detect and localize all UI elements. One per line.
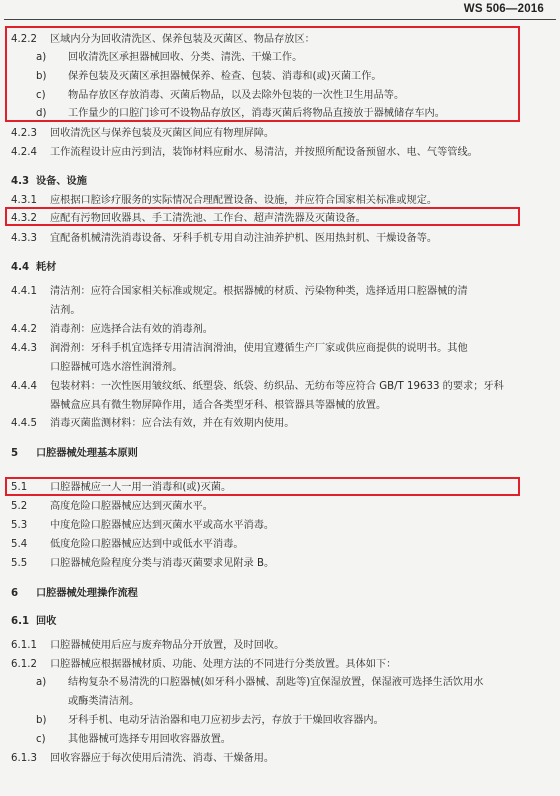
doc-line — [0, 414, 560, 433]
clause-text: 包装材料：一次性医用皱纹纸、纸塑袋、纸袋、纺织品、无纺布等应符合 GB/T 19633 的要求；牙科 — [50, 381, 504, 392]
clause-text: 应根据口腔诊疗服务的实际情况合理配置设备、设施，并应符合国家相关标准或规定。 — [50, 195, 438, 206]
doc-line — [0, 209, 560, 228]
clause-text: 口腔器械危险程度分类与消毒灭菌要求见附录 B。 — [50, 558, 275, 569]
clause-text: 口腔器械应根据器械材质、功能、处理方法的不同进行分类放置。具体如下： — [50, 659, 397, 670]
clause-number: 5.1 — [11, 482, 28, 493]
clause-number: 6.1 — [11, 616, 30, 627]
doc-line — [0, 730, 560, 749]
clause-text: 或酶类清洁剂。 — [68, 696, 140, 707]
doc-line — [0, 301, 560, 320]
doc-line — [0, 229, 560, 248]
doc-line — [0, 30, 560, 49]
doc-line — [0, 711, 560, 730]
clause-text: 清洁剂：应符合国家相关标准或规定。根据器械的材质、污染物种类，选择适用口腔器械的清 — [50, 286, 468, 297]
doc-line — [0, 339, 560, 358]
clause-number: 5.2 — [11, 501, 28, 512]
clause-text: 物品存放区存放消毒、灭菌后物品，以及去除外包装的一次性卫生用品等。 — [68, 90, 405, 101]
doc-line — [0, 535, 560, 554]
clause-number: 4.4 — [11, 262, 30, 273]
clause-number: 6.1.3 — [11, 753, 37, 764]
doc-line — [0, 692, 560, 711]
clause-number: 6.1.1 — [11, 640, 37, 651]
clause-number: b) — [36, 715, 47, 726]
clause-number: 5.3 — [11, 520, 28, 531]
doc-line — [0, 143, 560, 162]
doc-line — [0, 612, 560, 631]
doc-line — [0, 444, 560, 463]
clause-text: 中度危险口腔器械应达到灭菌水平或高水平消毒。 — [50, 520, 275, 531]
clause-number: 4.4.4 — [11, 381, 37, 392]
clause-text: 回收容器应于每次使用后清洗、消毒、干燥备用。 — [50, 753, 275, 764]
clause-text: 回收清洗区承担器械回收、分类、清洗、干燥工作。 — [68, 52, 303, 63]
doc-line — [0, 67, 560, 86]
clause-text: 消毒灭菌监测材料：应合法有效，并在有效期内使用。 — [50, 418, 295, 429]
clause-text: 器械盒应具有微生物屏障作用，适合各类型牙科、根管器具等器械的放置。 — [50, 400, 387, 411]
clause-number: 4.4.3 — [11, 343, 37, 354]
doc-line — [0, 377, 560, 396]
clause-text: 低度危险口腔器械应达到中或低水平消毒。 — [50, 539, 244, 550]
clause-number: 6.1.2 — [11, 659, 37, 670]
doc-line — [0, 48, 560, 67]
clause-text: 其他器械可选择专用回收容器放置。 — [68, 734, 231, 745]
doc-line — [0, 673, 560, 692]
doc-line — [0, 749, 560, 768]
clause-number: 5.5 — [11, 558, 28, 569]
clause-text: 润滑剂：牙科手机宜选择专用清洁润滑油，使用宜遵循生产厂家或供应商提供的说明书。其他 — [50, 343, 468, 354]
clause-number: 4.3.2 — [11, 213, 37, 224]
doc-line — [0, 104, 560, 123]
clause-text: 口腔器械应一人一用一消毒和(或)灭菌。 — [50, 482, 232, 493]
doc-line — [0, 124, 560, 143]
doc-line — [0, 172, 560, 191]
doc-line — [0, 86, 560, 105]
standard-number: WS 506—2016 — [463, 3, 544, 15]
clause-text: 应配有污物回收器具、手工清洗池、工作台、超声清洗器及灭菌设备。 — [50, 213, 366, 224]
clause-number: 4.2.3 — [11, 128, 37, 139]
clause-text: 区域内分为回收清洗区、保养包装及灭菌区、物品存放区： — [50, 34, 315, 45]
doc-line — [0, 636, 560, 655]
clause-text: 宜配备机械清洗消毒设备、牙科手机专用自动注油养护机、医用热封机、干燥设备等。 — [50, 233, 438, 244]
clause-text: 口腔器械处理基本原则 — [36, 448, 138, 459]
clause-text: 口腔器械使用后应与废弃物品分开放置，及时回收。 — [50, 640, 285, 651]
clause-number: 5 — [11, 448, 19, 459]
clause-number: d) — [36, 108, 47, 119]
doc-line — [0, 320, 560, 339]
doc-line — [0, 584, 560, 603]
clause-number: 4.4.5 — [11, 418, 37, 429]
clause-number: c) — [36, 90, 46, 101]
clause-number: 4.3.1 — [11, 195, 37, 206]
clause-text: 高度危险口腔器械应达到灭菌水平。 — [50, 501, 213, 512]
clause-text: 耗材 — [36, 262, 57, 273]
clause-number: 4.2.2 — [11, 34, 37, 45]
clause-number: a) — [36, 52, 47, 63]
doc-line — [0, 396, 560, 415]
clause-number: a) — [36, 677, 47, 688]
clause-number: 4.2.4 — [11, 147, 37, 158]
clause-text: 工作流程设计应由污到洁，装饰材料应耐水、易清洁，并按照所配设备预留水、电、气等管线。 — [50, 147, 478, 158]
clause-number: b) — [36, 71, 47, 82]
clause-text: 洁剂。 — [50, 305, 81, 316]
doc-line — [0, 282, 560, 301]
doc-line — [0, 497, 560, 516]
clause-text: 回收清洗区与保养包装及灭菌区间应有物理屏障。 — [50, 128, 275, 139]
header-rule — [4, 19, 556, 20]
doc-line — [0, 478, 560, 497]
clause-number: 6 — [11, 588, 19, 599]
doc-line — [0, 516, 560, 535]
clause-text: 消毒剂：应选择合法有效的消毒剂。 — [50, 324, 213, 335]
clause-text: 工作量少的口腔门诊可不设物品存放区，消毒灭菌后将物品直接放于器械储存车内。 — [68, 108, 445, 119]
clause-number: c) — [36, 734, 46, 745]
clause-text: 保养包装及灭菌区承担器械保养、检查、包装、消毒和(或)灭菌工作。 — [68, 71, 382, 82]
clause-text: 口腔器械可选水溶性润滑剂。 — [50, 362, 183, 373]
clause-number: 4.4.2 — [11, 324, 37, 335]
clause-number: 5.4 — [11, 539, 28, 550]
clause-text: 设备、设施 — [36, 176, 87, 187]
doc-line — [0, 554, 560, 573]
clause-text: 回收 — [36, 616, 57, 627]
clause-text: 口腔器械处理操作流程 — [36, 588, 138, 599]
doc-line — [0, 191, 560, 210]
clause-number: 4.3 — [11, 176, 30, 187]
doc-line — [0, 655, 560, 674]
doc-line — [0, 258, 560, 277]
doc-line — [0, 358, 560, 377]
clause-text: 结构复杂不易清洗的口腔器械(如牙科小器械、刮匙等)宜保湿放置，保湿液可选择生活饮用水 — [68, 677, 484, 688]
clause-text: 牙科手机、电动牙洁治器和电刀应初步去污，存放于干燥回收容器内。 — [68, 715, 384, 726]
clause-number: 4.3.3 — [11, 233, 37, 244]
clause-number: 4.4.1 — [11, 286, 37, 297]
